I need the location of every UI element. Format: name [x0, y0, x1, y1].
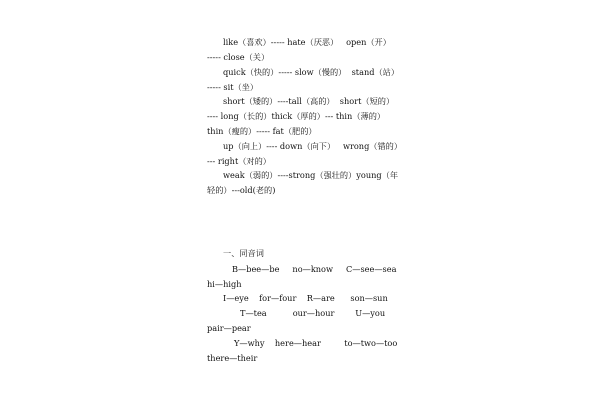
antonym-line: quick（快的）----- slow（慢的） stand（站）	[223, 67, 400, 77]
homophone-line: I—eye for—four R—are son—sun	[223, 293, 388, 303]
antonym-line: 轻的）---old(老的)	[207, 185, 276, 195]
homophone-line: T—tea our—hour U—you	[240, 308, 386, 318]
antonym-line: short（矮的）----tall（高的） short（短的）	[223, 96, 395, 106]
antonym-line: weak（弱的）----strong（强壮的）young（年	[223, 170, 399, 180]
homophone-line: pair—pear	[207, 323, 251, 333]
homophone-line: hi—high	[207, 279, 242, 289]
antonym-line: like（喜欢）----- hate（厌恶） open（开）	[223, 37, 391, 47]
homophone-line: Y—why here—hear to—two—too	[234, 338, 398, 348]
antonym-line: ---- long（长的）thick（厚的）--- thin（薄的）	[207, 111, 386, 121]
antonym-line: up（向上）---- down（向下） wrong（错的）	[223, 141, 403, 151]
homophone-line: B—bee—be no—know C—see—sea	[232, 264, 397, 274]
antonym-line: --- right（对的）	[207, 156, 271, 166]
homophone-line: there—their	[207, 353, 258, 363]
antonym-line: thin（瘦的）----- fat（肥的）	[207, 126, 317, 136]
antonym-line: ----- sit（坐）	[207, 82, 259, 92]
section-heading: 一、同音词	[223, 248, 264, 258]
antonym-line: ----- close（关）	[207, 52, 270, 62]
